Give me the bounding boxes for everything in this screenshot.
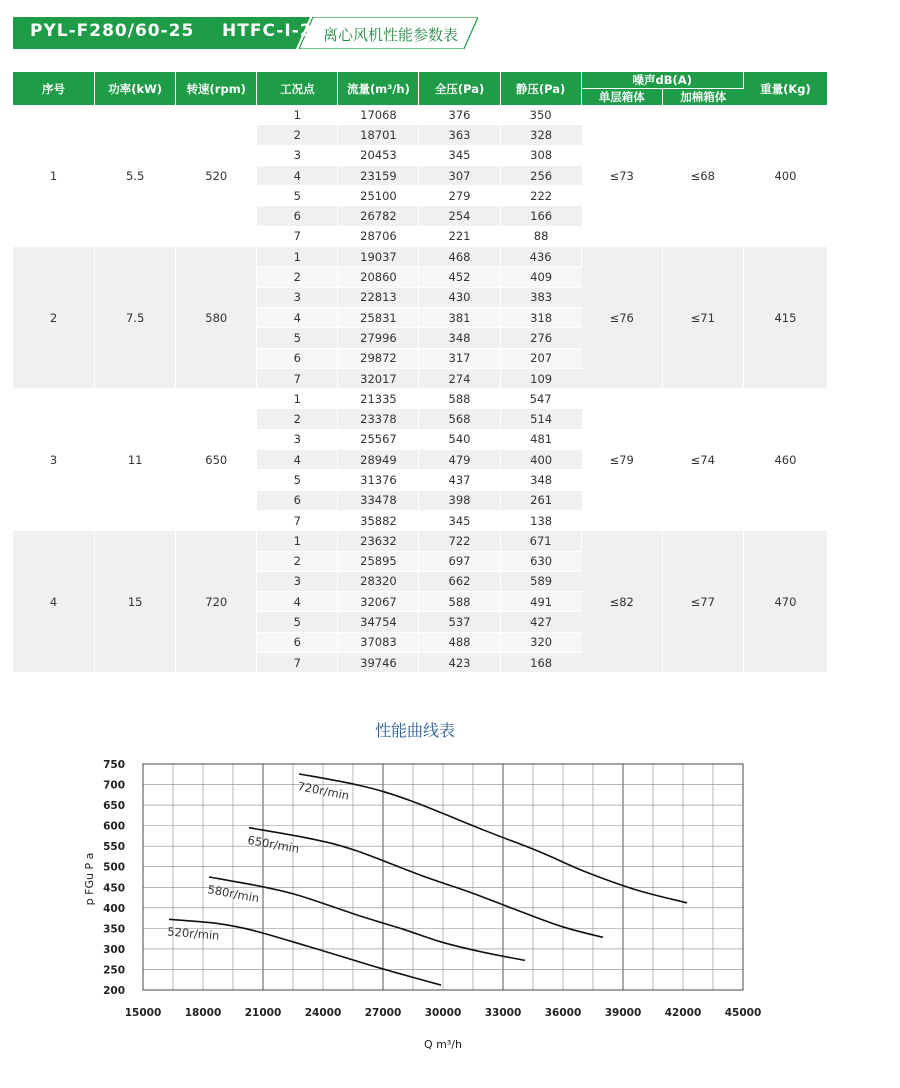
- x-tick-label: 39000: [604, 1007, 642, 1019]
- cell-point: 7: [257, 227, 338, 247]
- cell-total-pressure: 437: [419, 470, 500, 490]
- cell-total-pressure: 363: [419, 125, 500, 145]
- cell-noise-single: ≤73: [582, 105, 663, 247]
- cell-point: 3: [257, 288, 338, 308]
- cell-point: 3: [257, 146, 338, 166]
- cell-power: 11: [95, 389, 176, 531]
- cell-flow: 21335: [338, 389, 419, 409]
- cell-point: 1: [257, 531, 338, 551]
- cell-flow: 20453: [338, 146, 419, 166]
- cell-total-pressure: 540: [419, 430, 500, 450]
- y-axis-label: p FGu P a: [83, 852, 96, 906]
- cell-flow: 28949: [338, 450, 419, 470]
- table-body: [13, 105, 827, 673]
- cell-flow: 32017: [338, 369, 419, 389]
- cell-total-pressure: 398: [419, 491, 500, 511]
- y-tick-label: 550: [103, 841, 125, 854]
- cell-total-pressure: 348: [419, 328, 500, 348]
- cell-static-pressure: 589: [501, 572, 582, 592]
- performance-chart: [0, 740, 900, 1060]
- cell-noise-cotton: ≤71: [663, 247, 744, 389]
- cell-weight: 460: [744, 389, 827, 531]
- x-tick-label: 27000: [364, 1007, 402, 1019]
- cell-static-pressure: 383: [501, 288, 582, 308]
- cell-static-pressure: 436: [501, 247, 582, 267]
- model-title: PYL-F280/60-25 HTFC-I-25: [30, 21, 326, 41]
- cell-weight: 470: [744, 531, 827, 673]
- performance-table: [13, 72, 827, 673]
- cell-noise-single: ≤79: [582, 389, 663, 531]
- cell-static-pressure: 350: [501, 105, 582, 125]
- cell-total-pressure: 537: [419, 612, 500, 632]
- cell-point: 6: [257, 491, 338, 511]
- cell-power: 5.5: [95, 105, 176, 247]
- cell-power: 7.5: [95, 247, 176, 389]
- header-noise-cotton: 加棉箱体: [663, 88, 744, 105]
- table-subtitle: 离心风机性能参数表: [323, 26, 459, 44]
- cell-speed: 580: [176, 247, 257, 389]
- cell-flow: 18701: [338, 125, 419, 145]
- cell-flow: 22813: [338, 288, 419, 308]
- y-tick-label: 650: [103, 800, 125, 813]
- cell-static-pressure: 320: [501, 633, 582, 653]
- header-total-pressure: 全压(Pa): [419, 72, 500, 105]
- cell-flow: 23378: [338, 409, 419, 429]
- y-tick-label: 300: [103, 943, 125, 956]
- cell-point: 2: [257, 125, 338, 145]
- cell-flow: 25100: [338, 186, 419, 206]
- cell-point: 2: [257, 267, 338, 287]
- cell-point: 5: [257, 328, 338, 348]
- cell-static-pressure: 491: [501, 592, 582, 612]
- cell-flow: 27996: [338, 328, 419, 348]
- cell-total-pressure: 452: [419, 267, 500, 287]
- cell-total-pressure: 345: [419, 146, 500, 166]
- header-speed: 转速(rpm): [176, 72, 257, 105]
- cell-point: 4: [257, 592, 338, 612]
- cell-static-pressure: 168: [501, 653, 582, 673]
- table-row: [13, 531, 827, 551]
- cell-point: 6: [257, 349, 338, 369]
- cell-point: 2: [257, 409, 338, 429]
- cell-flow: 23159: [338, 166, 419, 186]
- y-tick-label: 700: [103, 779, 125, 792]
- x-tick-label: 18000: [184, 1007, 222, 1019]
- header-static-pressure: 静压(Pa): [501, 72, 582, 105]
- cell-no: 2: [13, 247, 95, 389]
- cell-total-pressure: 254: [419, 206, 500, 226]
- cell-flow: 23632: [338, 531, 419, 551]
- cell-no: 3: [13, 389, 95, 531]
- table-row: [13, 247, 827, 267]
- y-tick-label: 750: [103, 759, 125, 771]
- cell-static-pressure: 400: [501, 450, 582, 470]
- x-tick-label: 45000: [724, 1007, 762, 1019]
- cell-total-pressure: 345: [419, 511, 500, 531]
- cell-total-pressure: 423: [419, 653, 500, 673]
- cell-total-pressure: 376: [419, 105, 500, 125]
- cell-noise-cotton: ≤74: [663, 389, 744, 531]
- cell-flow: 37083: [338, 633, 419, 653]
- cell-flow: 34754: [338, 612, 419, 632]
- cell-flow: 29872: [338, 349, 419, 369]
- y-tick-label: 200: [103, 985, 125, 997]
- cell-point: 3: [257, 430, 338, 450]
- cell-speed: 650: [176, 389, 257, 531]
- cell-static-pressure: 256: [501, 166, 582, 186]
- cell-point: 6: [257, 206, 338, 226]
- cell-point: 6: [257, 633, 338, 653]
- cell-total-pressure: 274: [419, 369, 500, 389]
- table-row: [13, 389, 827, 409]
- cell-total-pressure: 588: [419, 389, 500, 409]
- cell-static-pressure: 547: [501, 389, 582, 409]
- cell-flow: 19037: [338, 247, 419, 267]
- cell-static-pressure: 276: [501, 328, 582, 348]
- cell-point: 7: [257, 369, 338, 389]
- cell-total-pressure: 317: [419, 349, 500, 369]
- y-tick-label: 350: [103, 923, 125, 936]
- cell-point: 1: [257, 389, 338, 409]
- series-label: 650r/min: [246, 832, 301, 856]
- x-axis-label: Q m³/h: [424, 1038, 462, 1051]
- cell-flow: 25567: [338, 430, 419, 450]
- cell-flow: 35882: [338, 511, 419, 531]
- cell-noise-cotton: ≤68: [663, 105, 744, 247]
- x-tick-label: 21000: [244, 1007, 282, 1019]
- cell-flow: 25895: [338, 552, 419, 572]
- header-point: 工况点: [257, 72, 338, 105]
- cell-flow: 17068: [338, 105, 419, 125]
- y-tick-label: 600: [103, 820, 125, 833]
- cell-power: 15: [95, 531, 176, 673]
- series-label: 580r/min: [206, 882, 261, 906]
- cell-point: 3: [257, 572, 338, 592]
- chart-title: 性能曲线表: [374, 721, 455, 740]
- cell-flow: 39746: [338, 653, 419, 673]
- y-tick-label: 400: [103, 902, 125, 915]
- y-tick-label: 450: [103, 882, 125, 895]
- cell-total-pressure: 479: [419, 450, 500, 470]
- table-row: [13, 105, 827, 125]
- cell-point: 5: [257, 470, 338, 490]
- y-tick-label: 500: [103, 861, 125, 874]
- cell-noise-cotton: ≤77: [663, 531, 744, 673]
- header-noise: 噪声dB(A): [582, 72, 744, 88]
- cell-speed: 520: [176, 105, 257, 247]
- cell-static-pressure: 318: [501, 308, 582, 328]
- series-label: 720r/min: [296, 779, 351, 803]
- header-power: 功率(kW): [95, 72, 176, 105]
- cell-flow: 20860: [338, 267, 419, 287]
- cell-static-pressure: 514: [501, 409, 582, 429]
- cell-total-pressure: 279: [419, 186, 500, 206]
- cell-static-pressure: 166: [501, 206, 582, 226]
- cell-static-pressure: 481: [501, 430, 582, 450]
- cell-point: 4: [257, 308, 338, 328]
- y-tick-label: 250: [103, 964, 125, 977]
- cell-flow: 31376: [338, 470, 419, 490]
- cell-flow: 28706: [338, 227, 419, 247]
- cell-total-pressure: 430: [419, 288, 500, 308]
- cell-no: 1: [13, 105, 95, 247]
- x-tick-label: 33000: [484, 1007, 522, 1019]
- cell-point: 1: [257, 247, 338, 267]
- header-noise-single: 单层箱体: [582, 88, 663, 105]
- cell-point: 4: [257, 450, 338, 470]
- cell-flow: 33478: [338, 491, 419, 511]
- cell-static-pressure: 630: [501, 552, 582, 572]
- cell-total-pressure: 221: [419, 227, 500, 247]
- header-flow: 流量(m³/h): [338, 72, 419, 105]
- cell-static-pressure: 109: [501, 369, 582, 389]
- cell-total-pressure: 468: [419, 247, 500, 267]
- cell-weight: 400: [744, 105, 827, 247]
- cell-point: 5: [257, 612, 338, 632]
- cell-point: 4: [257, 166, 338, 186]
- title-bar: [13, 17, 478, 49]
- cell-point: 2: [257, 552, 338, 572]
- cell-total-pressure: 568: [419, 409, 500, 429]
- series-label: 520r/min: [166, 924, 220, 943]
- series-line-1: [209, 877, 525, 960]
- cell-flow: 28320: [338, 572, 419, 592]
- cell-flow: 25831: [338, 308, 419, 328]
- series-line-3: [299, 774, 687, 903]
- cell-static-pressure: 427: [501, 612, 582, 632]
- cell-static-pressure: 328: [501, 125, 582, 145]
- cell-static-pressure: 138: [501, 511, 582, 531]
- cell-total-pressure: 662: [419, 572, 500, 592]
- cell-point: 7: [257, 653, 338, 673]
- cell-noise-single: ≤82: [582, 531, 663, 673]
- cell-total-pressure: 381: [419, 308, 500, 328]
- x-tick-label: 24000: [304, 1007, 342, 1019]
- x-tick-label: 15000: [124, 1007, 162, 1019]
- cell-point: 7: [257, 511, 338, 531]
- series-line-2: [249, 828, 603, 938]
- cell-noise-single: ≤76: [582, 247, 663, 389]
- header-weight: 重量(Kg): [744, 72, 827, 105]
- cell-point: 5: [257, 186, 338, 206]
- cell-flow: 26782: [338, 206, 419, 226]
- cell-total-pressure: 697: [419, 552, 500, 572]
- cell-static-pressure: 671: [501, 531, 582, 551]
- cell-total-pressure: 722: [419, 531, 500, 551]
- cell-static-pressure: 261: [501, 491, 582, 511]
- cell-total-pressure: 307: [419, 166, 500, 186]
- cell-static-pressure: 222: [501, 186, 582, 206]
- x-tick-label: 36000: [544, 1007, 582, 1019]
- cell-weight: 415: [744, 247, 827, 389]
- header-no: 序号: [13, 72, 95, 105]
- x-tick-label: 42000: [664, 1007, 702, 1019]
- cell-total-pressure: 488: [419, 633, 500, 653]
- cell-no: 4: [13, 531, 95, 673]
- cell-static-pressure: 348: [501, 470, 582, 490]
- cell-static-pressure: 207: [501, 349, 582, 369]
- cell-static-pressure: 88: [501, 227, 582, 247]
- cell-speed: 720: [176, 531, 257, 673]
- cell-static-pressure: 308: [501, 146, 582, 166]
- cell-static-pressure: 409: [501, 267, 582, 287]
- cell-point: 1: [257, 105, 338, 125]
- x-tick-label: 30000: [424, 1007, 462, 1019]
- cell-total-pressure: 588: [419, 592, 500, 612]
- cell-flow: 32067: [338, 592, 419, 612]
